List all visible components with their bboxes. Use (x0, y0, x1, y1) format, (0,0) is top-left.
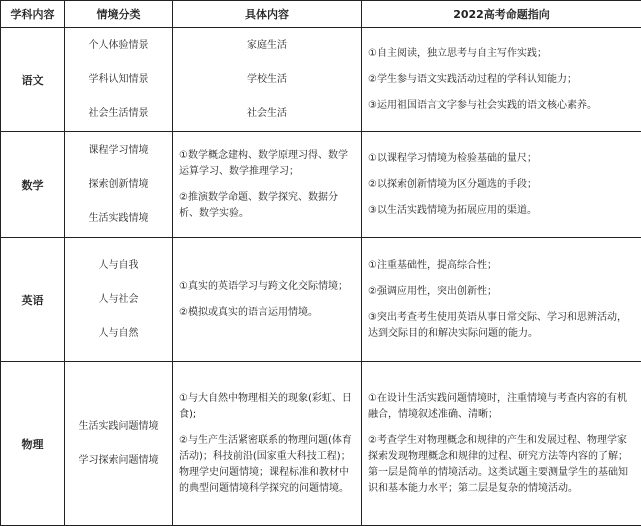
table-row (1, 28, 641, 132)
header-guide: 2022高考命题指向 (362, 1, 641, 28)
situation-item: 人与自我 (65, 249, 172, 283)
content-cell (173, 132, 362, 238)
situation-cell (65, 238, 173, 362)
guide-item: ①以课程学习情境为检验基础的量尺； (368, 151, 635, 167)
situation-item: 社会生活情景 (65, 97, 172, 131)
subject-cell: 数学 (1, 132, 65, 238)
header-situation: 情境分类 (65, 1, 173, 28)
header-content: 具体内容 (173, 1, 362, 28)
situation-item: 生活实践问题情境 (65, 410, 172, 444)
subject-cell: 物理 (1, 362, 65, 526)
situation-cell (65, 28, 173, 132)
content-cell (173, 238, 362, 362)
content-item: 社会生活 (173, 97, 361, 131)
situation-item: 人与自然 (65, 317, 172, 351)
situation-item: 学科认知情景 (65, 63, 172, 97)
guide-item: ②以探索创新情境为区分题选的手段； (368, 177, 635, 193)
guide-item: ②学生参与语文实践活动过程的学科认知能力； (368, 72, 635, 88)
subject-cell: 语文 (1, 28, 65, 132)
situation-item: 探索创新情境 (65, 168, 172, 202)
content-item: 家庭生活 (173, 29, 361, 63)
guide-cell (362, 132, 641, 238)
subject-cell: 英语 (1, 238, 65, 362)
content-item: ①数学概念建构、数学原理习得、数学运算学习、数学推理学习； (179, 148, 355, 180)
situation-item: 生活实践情境 (65, 202, 172, 236)
guide-cell (362, 28, 641, 132)
content-cell (173, 362, 362, 526)
header-subject: 学科内容 (1, 1, 65, 28)
guide-item: ①在设计生活实践问题情境时，注重情境与考查内容的有机融合，情境叙述准确、清晰； (368, 391, 635, 423)
situation-item: 学习探索问题情境 (65, 444, 172, 478)
content-item: ②推演数学命题、数学探究、数据分析、数学实验。 (179, 190, 355, 222)
guide-cell (362, 362, 641, 526)
content-item: ①真实的英语学习与跨文化交际情境； (179, 279, 355, 295)
content-item: 学校生活 (173, 63, 361, 97)
table-row (1, 132, 641, 238)
content-item: ②模拟或真实的语言运用情境。 (179, 305, 355, 321)
situation-cell (65, 132, 173, 238)
guide-item: ③突出考查考生使用英语从事日常交际、学习和思辨活动，达到交际目的和解决实际问题的能力。 (368, 310, 635, 342)
table-row (1, 362, 641, 526)
guide-item: ③以生活实践情境为拓展应用的渠道。 (368, 203, 635, 219)
situation-item: 个人体验情景 (65, 29, 172, 63)
guide-cell (362, 238, 641, 362)
guide-item: ①注重基础性，提高综合性； (368, 258, 635, 274)
situation-cell (65, 362, 173, 526)
situation-item: 课程学习情境 (65, 134, 172, 168)
guide-item: ②强调应用性，突出创新性； (368, 284, 635, 300)
guide-item: ②考查学生对物理概念和规律的产生和发展过程、物理学家探索发现物理概念和规律的过程、研究方法等内容的了解；第一层是简单的情境活动。这类试题主要测量学生的基础知识和基本能力水平；第二层是复杂的情境活动。 (368, 433, 635, 497)
situation-item: 人与社会 (65, 283, 172, 317)
table-header-row (1, 1, 641, 28)
guide-item: ①自主阅读，独立思考与自主写作实践； (368, 46, 635, 62)
guide-item: ③运用祖国语言文字参与社会实践的语文核心素养。 (368, 98, 635, 114)
content-item: ①与大自然中物理相关的现象(彩虹、日食); (179, 391, 355, 423)
table-row (1, 238, 641, 362)
content-cell (173, 28, 362, 132)
content-item: ②与生产生活紧密联系的物理问题(体育活动)；科技前沿(国家重大科技工程)；物理学史问题情境；课程标准和教材中的典型问题情境科学探究的问题情境。 (179, 433, 355, 497)
